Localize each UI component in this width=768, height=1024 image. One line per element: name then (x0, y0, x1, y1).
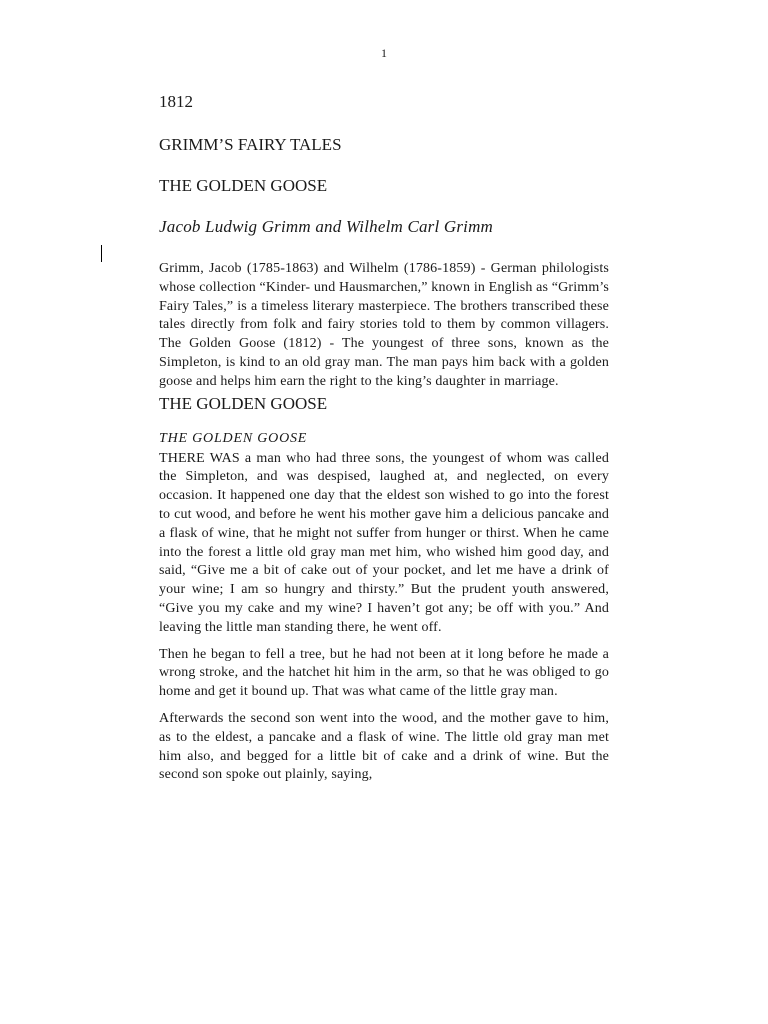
year-heading: 1812 (159, 92, 193, 111)
intro-paragraph: Grimm, Jacob (1785-1863) and Wilhelm (1786-1859) - German philologists whose collection “Kinder- und Hausmarchen,” known in English as “Grimm’s Fairy Tales,” is a timeless literary masterpiece. The brothers transcribed these tales directly from folk and fairy stories told to them by common villagers. The Golden Goose (1812) - The youngest of three sons, known as the Simpleton, is kind to an old gray man. The man pays him back with a golden goose and helps him earn the right to the king’s daughter in marriage. (159, 261, 609, 389)
sub-title: THE GOLDEN GOOSE (159, 430, 308, 446)
document-body (159, 90, 609, 785)
story-paragraph-1: THERE WAS a man who had three sons, the youngest of whom was called the Simpleton, and was despised, laughed at, and neglected, on every occasion. It happened one day that the eldest son wished to go into the forest to cut wood, and before he went his mother gave him a delicious pancake and a flask of wine, that he might not suffer from hunger or thirst. When he came into the forest a little old gray man met him, who wished him good day, and said, “Give me a bit of cake out of your pocket, and let me have a drink of your wine; I am so hungry and thirsty.” But the prudent youth answered, “Give you my cake and my wine? I haven’t got any; be off with you.” And leaving the little man standing there, he went off. (159, 450, 609, 635)
collection-title: GRIMM’S FAIRY TALES (159, 135, 342, 154)
section-title: THE GOLDEN GOOSE (159, 393, 328, 413)
story-title: THE GOLDEN GOOSE (159, 176, 328, 195)
change-bar (101, 245, 102, 262)
story-paragraph-2: Then he began to fell a tree, but he had not been at it long before he made a wrong stroke, and the hatchet hit him in the arm, so that he was obliged to go home and get it bound up. That was what came of the little gray man. (159, 646, 609, 700)
authors-line: Jacob Ludwig Grimm and Wilhelm Carl Grimm (159, 217, 494, 236)
story-paragraph-3: Afterwards the second son went into the wood, and the mother gave to him, as to the eldest, a pancake and a flask of wine. The little old gray man met him also, and begged for a little bit of cake and a drink of wine. But the second son spoke out plainly, saying, (159, 710, 609, 783)
page-number: 1 (381, 46, 387, 60)
